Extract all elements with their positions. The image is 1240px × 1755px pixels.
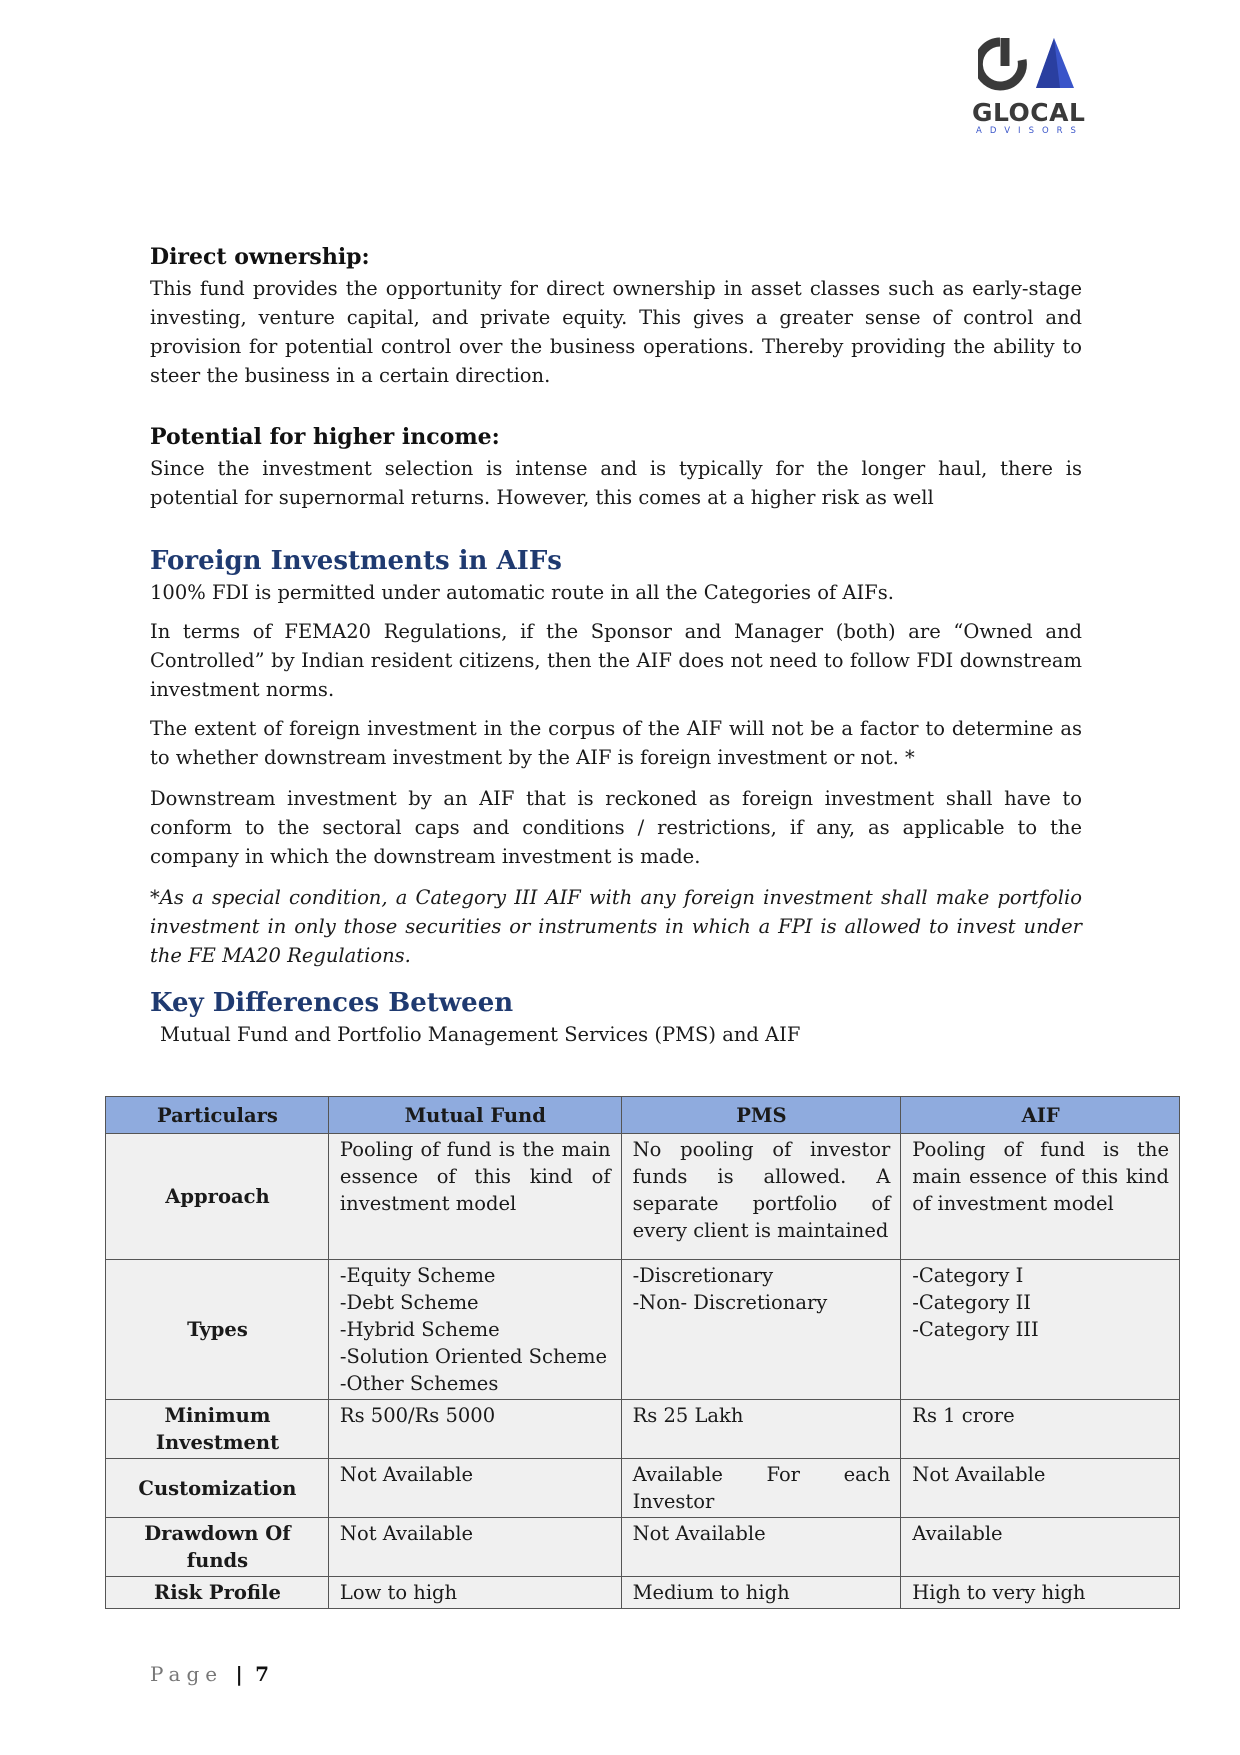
paragraph-fema20: In terms of FEMA20 Regulations, if the Sponsor and Manager (both) are “Owned and Controlled” by Indian resident citizens, then the AIF does not need to follow FDI downstream investment norms. bbox=[150, 620, 1082, 701]
row-label: Approach bbox=[106, 1134, 329, 1260]
note-star: * bbox=[150, 886, 160, 909]
row-label: Types bbox=[106, 1260, 329, 1400]
header-particulars: Particulars bbox=[106, 1097, 329, 1134]
table-row bbox=[106, 1518, 1180, 1577]
cell-pms: No pooling of investor funds is allowed. A separate portfolio of every client is maintained bbox=[621, 1134, 901, 1260]
list-item: -Discretionary bbox=[632, 1264, 774, 1287]
header-mutual-fund: Mutual Fund bbox=[328, 1097, 621, 1134]
list-item: -Hybrid Scheme bbox=[339, 1318, 500, 1341]
list-item: -Category II bbox=[912, 1291, 1031, 1314]
logo-name: GLOCAL bbox=[972, 98, 1086, 127]
section-key-differences bbox=[150, 986, 1082, 1049]
cell-mutual-fund: Low to high bbox=[328, 1577, 621, 1609]
table-row bbox=[106, 1577, 1180, 1609]
cell-pms: Rs 25 Lakh bbox=[621, 1400, 901, 1459]
cell-aif: Pooling of fund is the main essence of this kind of investment model bbox=[901, 1134, 1180, 1260]
company-logo bbox=[968, 36, 1093, 136]
list-item: -Other Schemes bbox=[339, 1372, 499, 1395]
cell-pms: Available For each Investor bbox=[621, 1459, 901, 1518]
cell-mutual-fund: Not Available bbox=[328, 1459, 621, 1518]
header-aif: AIF bbox=[901, 1097, 1180, 1134]
page-number: 7 bbox=[255, 1662, 270, 1686]
list-item: -Equity Scheme bbox=[339, 1264, 496, 1287]
section-foreign-investments bbox=[150, 544, 1082, 970]
logo-tagline: ADVISORS bbox=[976, 126, 1084, 136]
cell-mutual-fund: Not Available bbox=[328, 1518, 621, 1577]
heading-higher-income: Potential for higher income: bbox=[150, 424, 500, 450]
heading-key-differences: Key Differences Between bbox=[150, 988, 514, 1018]
subheading-key-differences: Mutual Fund and Portfolio Management Services (PMS) and AIF bbox=[160, 1023, 801, 1046]
list-item: -Category I bbox=[912, 1264, 1024, 1287]
list-item: -Category III bbox=[912, 1318, 1039, 1341]
heading-direct-ownership: Direct ownership: bbox=[150, 244, 370, 270]
list-item: -Solution Oriented Scheme bbox=[339, 1345, 608, 1368]
paragraph-special-note bbox=[150, 883, 1082, 970]
comparison-table bbox=[105, 1096, 1180, 1609]
cell-mutual-fund: Pooling of fund is the main essence of this kind of investment model bbox=[328, 1134, 621, 1260]
table-row bbox=[106, 1134, 1180, 1260]
list-item: -Debt Scheme bbox=[339, 1291, 479, 1314]
page-footer bbox=[150, 1662, 269, 1686]
page-separator: | bbox=[235, 1662, 243, 1686]
paragraph-downstream: Downstream investment by an AIF that is reckoned as foreign investment shall have to conform to the sectoral caps and conditions / restrictions, if any, as applicable to the company in which the downstream investment is made. bbox=[150, 787, 1082, 868]
note-text: As a special condition, a Category III AIF with any foreign investment shall make portfolio investment in only those securities or instruments in which a FPI is allowed to invest under the FE MA20 Regulations. bbox=[150, 886, 1082, 967]
page-content bbox=[150, 240, 1082, 1049]
section-direct-ownership bbox=[150, 240, 1082, 390]
paragraph-direct-ownership: This fund provides the opportunity for direct ownership in asset classes such as early-stage investing, venture capital, and private equity. This gives a greater sense of control and provision for potential control over the business operations. Thereby providing the ability to steer the business in a certain direction. bbox=[150, 277, 1082, 387]
paragraph-fdi: 100% FDI is permitted under automatic route in all the Categories of AIFs. bbox=[150, 581, 894, 604]
cell-aif: Not Available bbox=[901, 1459, 1180, 1518]
cell-pms: Not Available bbox=[621, 1518, 901, 1577]
row-label: Risk Profile bbox=[106, 1577, 329, 1609]
cell-mutual-fund bbox=[328, 1260, 621, 1400]
glocal-logo-icon bbox=[978, 36, 1078, 96]
row-label: Customization bbox=[106, 1459, 329, 1518]
cell-aif: Rs 1 crore bbox=[901, 1400, 1180, 1459]
list-item: -Non- Discretionary bbox=[632, 1291, 828, 1314]
table-row bbox=[106, 1459, 1180, 1518]
cell-pms bbox=[621, 1260, 901, 1400]
cell-aif: High to very high bbox=[901, 1577, 1180, 1609]
header-pms: PMS bbox=[621, 1097, 901, 1134]
row-label: Drawdown Of funds bbox=[106, 1518, 329, 1577]
cell-aif bbox=[901, 1260, 1180, 1400]
table-row bbox=[106, 1400, 1180, 1459]
paragraph-higher-income: Since the investment selection is intense and is typically for the longer haul, there is potential for supernormal returns. However, this comes at a higher risk as well bbox=[150, 457, 1082, 509]
cell-pms: Medium to high bbox=[621, 1577, 901, 1609]
row-label: Minimum Investment bbox=[106, 1400, 329, 1459]
table-header-row bbox=[106, 1097, 1180, 1134]
table-row bbox=[106, 1260, 1180, 1400]
cell-mutual-fund: Rs 500/Rs 5000 bbox=[328, 1400, 621, 1459]
section-higher-income bbox=[150, 420, 1082, 512]
page-label: Page bbox=[150, 1662, 224, 1686]
paragraph-extent: The extent of foreign investment in the corpus of the AIF will not be a factor to determine as to whether downstream investment by the AIF is foreign investment or not. * bbox=[150, 717, 1082, 769]
heading-foreign-investments: Foreign Investments in AIFs bbox=[150, 546, 562, 576]
cell-aif: Available bbox=[901, 1518, 1180, 1577]
